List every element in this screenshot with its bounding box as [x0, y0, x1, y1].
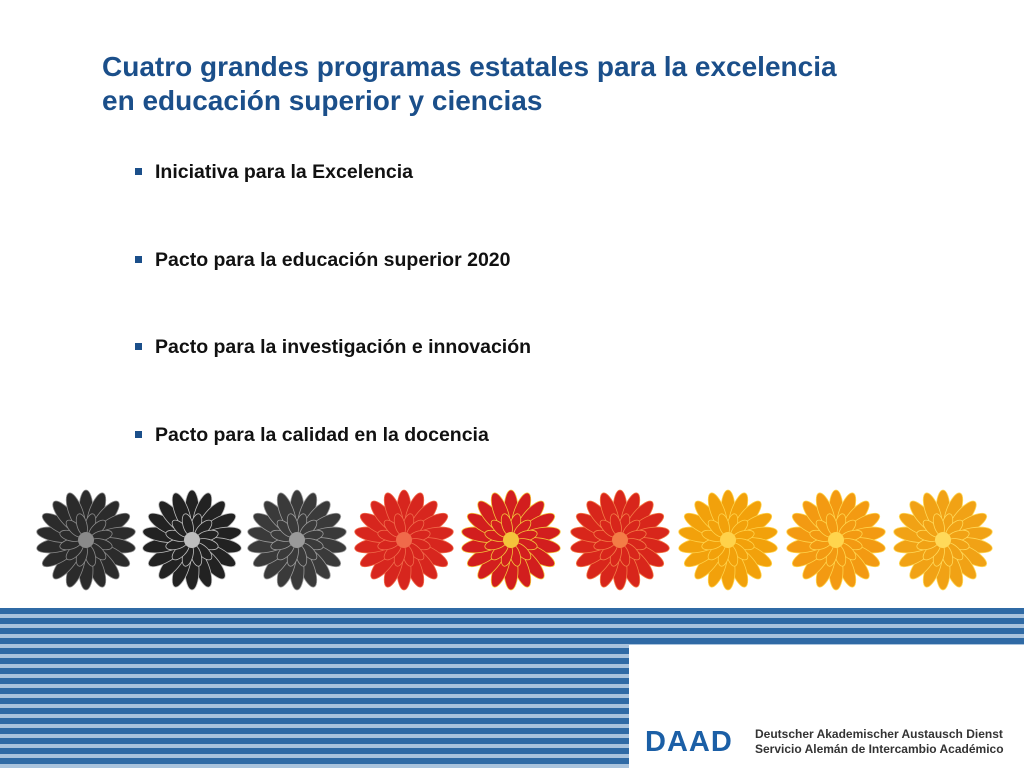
bullet-item — [133, 333, 531, 421]
red-dahlia-icon — [461, 490, 562, 590]
square-bullet-icon — [135, 431, 142, 438]
square-bullet-icon — [135, 168, 142, 175]
bullet-item — [133, 158, 531, 246]
organization-name — [755, 727, 1004, 757]
title-line-1: Cuatro grandes programas estatales para la excelencia — [102, 51, 837, 82]
black-dahlia-2-icon — [142, 490, 243, 590]
logo-panel — [629, 645, 1024, 768]
bullet-text: Pacto para la calidad en la docencia — [155, 423, 489, 446]
square-bullet-icon — [135, 343, 142, 350]
organization-name-de: Deutscher Akademischer Austausch Dienst — [755, 727, 1003, 741]
orange-dahlia-2-icon — [893, 490, 994, 590]
daad-logo: DAAD — [645, 726, 733, 758]
red-pompon-dahlia-icon — [354, 490, 455, 590]
bullet-text: Iniciativa para la Excelencia — [155, 161, 413, 183]
slide-title — [102, 50, 922, 118]
organization-name-es: Servicio Alemán de Intercambio Académico — [755, 742, 1004, 756]
bullet-list — [133, 158, 531, 508]
bullet-text: Pacto para la educación superior 2020 — [155, 248, 511, 271]
bullet-text: Pacto para la investigación e innovación — [155, 336, 532, 358]
title-line-2: en educación superior y ciencias — [102, 85, 543, 116]
red-cactus-dahlia-icon — [570, 490, 671, 590]
square-bullet-icon — [135, 256, 142, 263]
yellow-cactus-dahlia-icon — [678, 490, 779, 590]
black-dahlia-1-icon — [36, 490, 137, 590]
orange-dahlia-icon — [786, 490, 887, 590]
black-dahlia-3-icon — [247, 490, 348, 590]
bullet-item — [133, 246, 531, 334]
flower-row — [0, 480, 1024, 600]
